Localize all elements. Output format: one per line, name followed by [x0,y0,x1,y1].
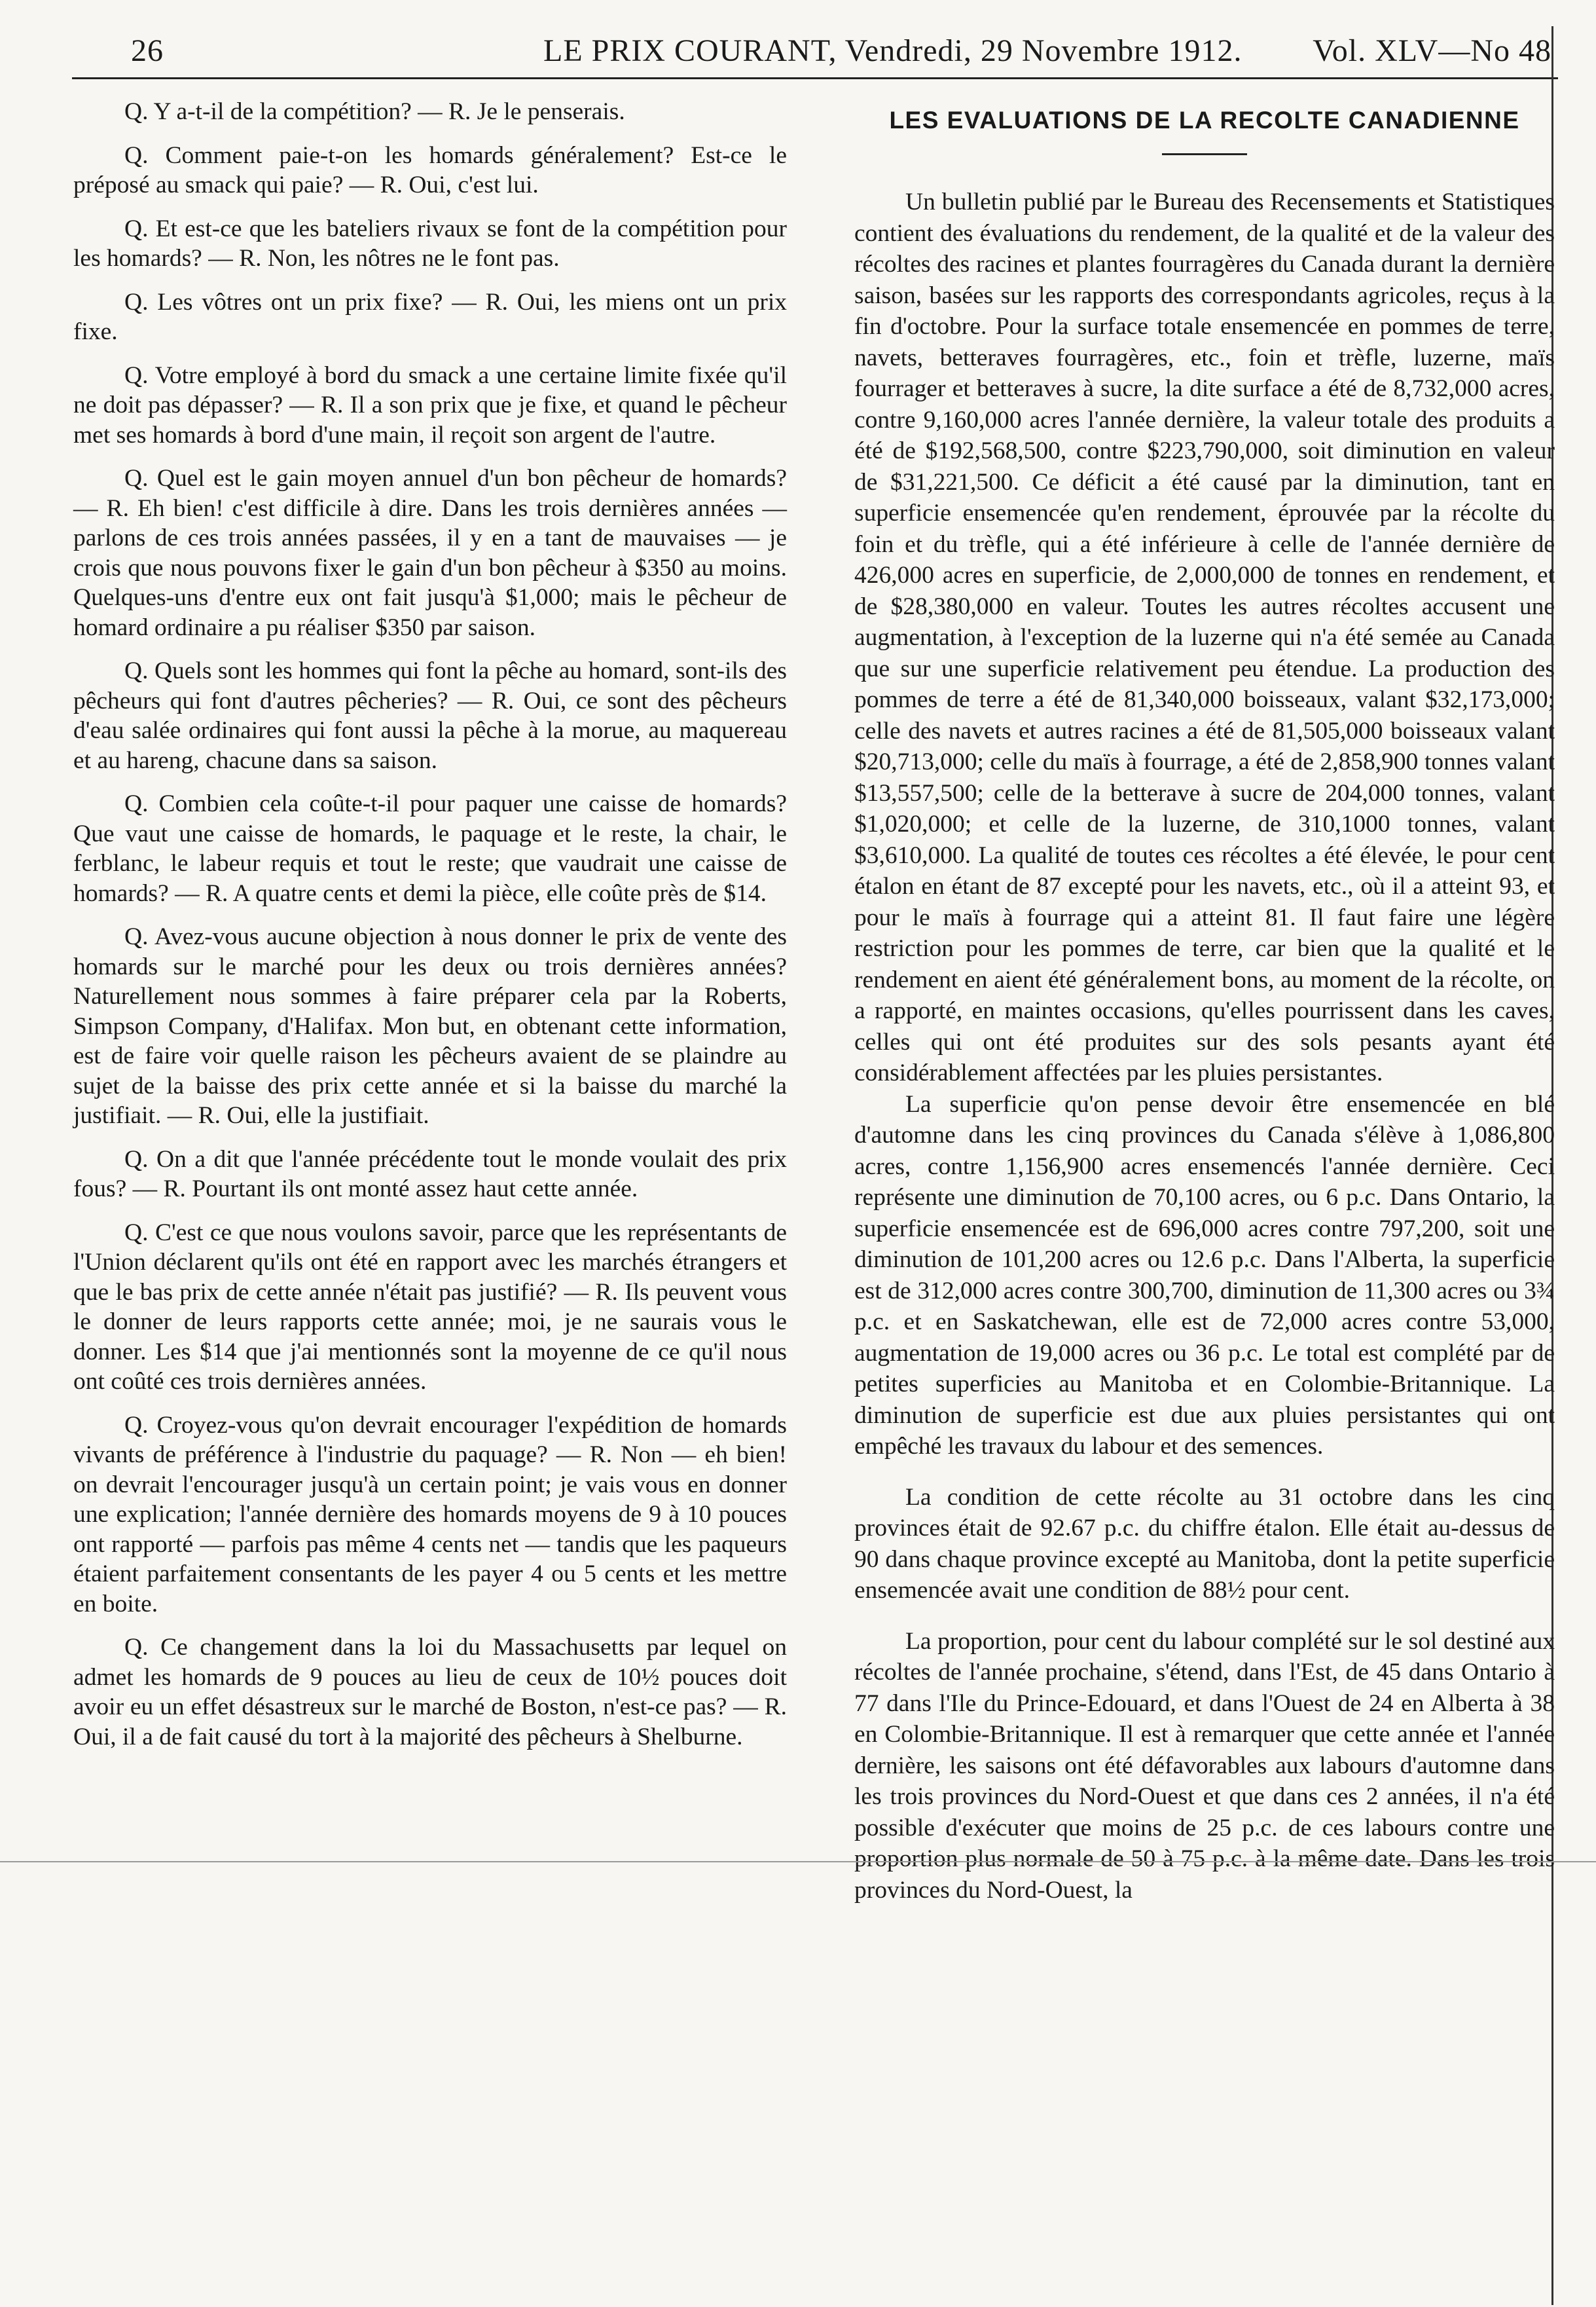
masthead-title: LE PRIX COURANT, Vendredi, 29 Novembre 1912. [543,33,1242,68]
page-header [72,28,1551,80]
volume-number: Vol. XLV—No 48 [1313,33,1551,68]
article-paragraph: La condition de cette récolte au 31 octobre dans les cinq provinces était de 92.67 p.c. du chiffre étalon. Elle était au-dessus de 90 dans chaque province excepté au Manitoba, dont la petite superficie ensemencée avait une condition de 88½ pour cent. [854,1483,1555,1604]
left-column-interview [73,97,787,1765]
right-column-article [854,97,1555,1906]
article-paragraph: Un bulletin publié par le Bureau des Recensements et Statistiques contient des évaluations du rendement, de la qualité et de la valeur des récoltes des racines et plantes fourragères du Canada durant la dernière saison, basées sur les rapports des correspondants agricoles, reçus à la fin d'octobre. Pour la surface totale ensemencée en pommes de terre, navets, betteraves fourragères, etc., foin et trèfle, luzerne, maïs fourrager et betteraves à sucre, la dite surface a été de 8,732,000 acres, contre 9,160,000 acres l'année dernière, la valeur totale des produits a été de $192,568,500, contre $223,790,000, soit diminution en valeur de $31,221,500. Ce déficit a été causé par la diminution, tant en superficie ensemencée qu'en rendement, éprouvée par la récolte du foin et du trèfle, qui a été inférieure à celle de l'année dernière de 426,000 acres en superficie, de 2,000,000 de tonnes en rendement, et de $28,380,000 en valeur. Toutes les autres récoltes accusent une augmentation, à l'exception de la luzerne qui n'a été semée au Canada que sur une superficie relativement peu étendue. La production des pommes de terre a été de 81,340,000 boisseaux, valant $32,173,000; celle des navets et autres racines a été de 81,505,000 boisseaux valant $20,713,000; celle du maïs à fourrage, a été de 2,858,900 tonnes valant $13,557,500; celle de la betterave à sucre de 204,000 tonnes, valant $1,020,000; et celle de la luzerne, de 310,1000 tonnes, valant $3,610,000. La qualité de toutes ces récoltes a été élevée, le pour cent étalon en étant de 87 excepté pour les navets, etc., où il a atteint 93, et pour le maïs à fourrage qui a atteint 81. Il faut faire une légère restriction pour les pommes de terre, car bien que la qualité et le rendement en aient été généralement bons, au moment de la récolte, on a rapporté, en maintes occasions, qu'elles pourrissent dans les caves, celles qui ont été produites sur des sols pesants ayant été considérablement affectées par les pluies persistantes. [854,189,1555,1086]
page-number: 26 [131,33,164,68]
article-title: LES EVALUATIONS DE LA RECOLTE CANADIENNE [889,107,1520,134]
interview-paragraph: Q. Y a-t-il de la compétition? — R. Je le penserais. [124,98,625,125]
title-underline [1162,153,1247,155]
interview-paragraph: Q. C'est ce que nous voulons savoir, parce que les représentants de l'Union déclarent qu'ils ont été en rapport avec les marchés étrangers et que le bas prix de cette année n'était pas justifié? — R. Ils peuvent vous le donner de leurs rapports cette année; moi, je ne saurais vous le donner. Les $14 que j'ai mentionnés sont la moyenne de ce qu'il nous ont coûté ces trois dernières années. [73,1219,787,1395]
header-rule [72,77,1558,79]
interview-paragraph: Q. Et est-ce que les bateliers rivaux se font de la compétition pour les homards? — R. Non, les nôtres ne le font pas. [73,215,787,272]
interview-paragraph: Q. Avez-vous aucune objection à nous donner le prix de vente des homards sur le marché pour les deux ou trois dernières années? Naturellement nous sommes à faire préparer cela par la Roberts, Simpson Company, d'Halifax. Mon but, en obtenant cette information, est de faire voir quelle raison les pêcheurs avaient de se plaindre au sujet de la baisse des prix cette année et si la baisse du marché la justifiait. — R. Oui, elle la justifiait. [73,923,787,1129]
interview-paragraph: Q. Quels sont les hommes qui font la pêche au homard, sont-ils des pêcheurs qui font d'autres pêcheries? — R. Oui, ce sont des pêcheurs d'eau salée ordinaires qui font aussi la pêche à la morue, au maquereau et au hareng, chacune dans sa saison. [73,657,787,774]
interview-paragraph: Q. Croyez-vous qu'on devrait encourager l'expédition de homards vivants de préférence à l'industrie du paquage? — R. Non — eh bien! on devrait l'encourager jusqu'à un certain point; je vais vous en donner une explication; l'année dernière des homards moyens de 9 à 10 pouces ont rapporté — parfois pas même 4 cents net — tandis que les paqueurs étaient parfaitement consentants de les payer 4 ou 5 cents et les mettre en boite. [73,1411,787,1617]
scan-fold-line [0,1861,1596,1862]
article-paragraph: La proportion, pour cent du labour complété sur le sol destiné aux récoltes de l'année prochaine, s'étend, dans l'Est, de 45 dans Ontario à 77 dans l'Ile du Prince-Edouard, et dans l'Ouest de 24 en Alberta à 38 en Colombie-Britannique. Il est à remarquer que cette année et l'année dernière, les saisons ont été défavorables aux labours d'automne dans les trois provinces du Nord-Ouest et que dans ces 2 années, il n'a été possible d'exécuter que moins de 25 p.c. de ces labours contre une proportion plus normale de 50 à 75 p.c. à la même date. Dans les trois provinces du Nord-Ouest, la [854,1627,1555,1904]
interview-paragraph: Q. Les vôtres ont un prix fixe? — R. Oui, les miens ont un prix fixe. [73,288,787,345]
article-paragraph: La superficie qu'on pense devoir être ensemencée en blé d'automne dans les cinq provinces du Canada s'élève à 1,086,800 acres, contre 1,156,900 acres ensemencés l'année dernière. Ceci représente une diminution de 70,100 acres, ou 6 p.c. Dans Ontario, la superficie ensemencée est de 696,000 acres contre 797,200, soit une diminution de 101,200 acres ou 12.6 p.c. Dans l'Alberta, la superficie est de 312,000 acres contre 300,700, diminution de 11,300 acres ou 3¾ p.c. et en Saskatchewan, elle est de 72,000 acres contre 53,000, augmentation de 19,000 acres ou 36 p.c. Le total est complété par de petites superficies au Manitoba et en Colombie-Britannique. La diminution de superficie est due aux pluies persistantes qui ont empêché les travaux du labour et des semences. [854,1090,1555,1460]
interview-paragraph: Q. Combien cela coûte-t-il pour paquer une caisse de homards? Que vaut une caisse de homards, le paquage et le reste, la chair, le ferblanc, le labeur requis et tout le reste; que vaudrait une caisse de homards? — R. A quatre cents et demi la pièce, elle coûte près de $14. [73,790,787,907]
interview-paragraph: Q. Ce changement dans la loi du Massachusetts par lequel on admet les homards de 9 pouces au lieu de ceux de 10½ pouces doit avoir eu un effet désastreux sur le marché de Boston, n'est-ce pas? — R. Oui, il a de fait causé du tort à la majorité des pêcheurs à Shelburne. [73,1634,787,1750]
interview-paragraph: Q. On a dit que l'année précédente tout le monde voulait des prix fous? — R. Pourtant ils ont monté assez haut cette année. [73,1145,787,1202]
interview-paragraph: Q. Comment paie-t-on les homards généralement? Est-ce le préposé au smack qui paie? — R. Oui, c'est lui. [73,141,787,198]
interview-paragraph: Q. Quel est le gain moyen annuel d'un bon pêcheur de homards? — R. Eh bien! c'est difficile à dire. Dans les trois dernières années — parlons de ces trois années passées, il y en a tant de mauvaises — je crois que nous pouvons fixer le gain d'un bon pêcheur à $350 au moins. Quelques-uns d'entre eux ont fait jusqu'à $1,000; mais le pêcheur de homard ordinaire a pu réaliser $350 par saison. [73,465,787,641]
interview-paragraph: Q. Votre employé à bord du smack a une certaine limite fixée qu'il ne doit pas dépasser? — R. Il a son prix que je fixe, et quand le pêcheur met ses homards à bord d'une main, il reçoit son argent de l'autre. [73,361,787,449]
